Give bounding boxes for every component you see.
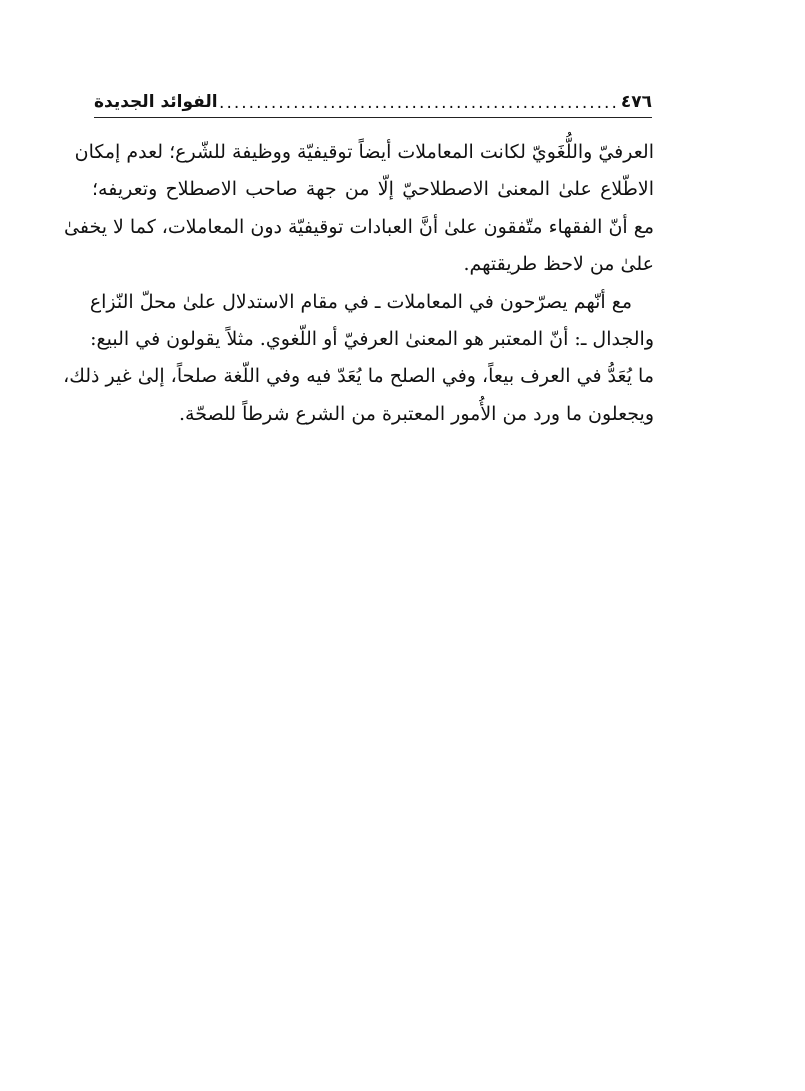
text-line: علىٰ من لاحظ طريقتهم. xyxy=(463,253,654,276)
paragraph-1 xyxy=(64,134,654,284)
text-line: العرفيّ واللُّغَويّ لكانت المعاملات أيضاً توقيفيّة ووظيفة للشّرع؛ لعدم إمكان xyxy=(74,141,654,163)
text-line: ويجعلون ما ورد من الأُمور المعتبرة من الشرع شرطاً للصحّة. xyxy=(179,402,654,425)
header-dot-leader xyxy=(220,95,619,112)
text-line: والجدال ـ: أنّ المعتبر هو المعنىٰ العرفيّ أو اللّغوي. مثلاً يقولون في البيع: xyxy=(90,328,654,351)
page-number: ٤٧٦ xyxy=(620,92,652,112)
text-line: ما يُعَدُّ في العرف بيعاً، وفي الصلح ما يُعَدّ فيه وفي اللّغة صلحاً، إلىٰ غير ذلك، xyxy=(63,365,654,388)
text-line: الاطّلاع علىٰ المعنىٰ الاصطلاحيّ إلّا من جهة صاحب الاصطلاح وتعريفه؛ xyxy=(92,178,654,201)
text-line: مع أنّهم يصرّحون في المعاملات ـ في مقام الاستدلال علىٰ محلّ النّزاع xyxy=(89,290,632,313)
body-text xyxy=(63,134,654,433)
running-header xyxy=(94,88,652,118)
text-line: مع أنّ الفقهاء متّفقون علىٰ أنَّ العبادات توقيفيّة دون المعاملات، كما لا يخفىٰ xyxy=(64,215,654,238)
book-title: الفوائد الجديدة xyxy=(94,92,218,112)
paragraph-2 xyxy=(63,284,654,434)
